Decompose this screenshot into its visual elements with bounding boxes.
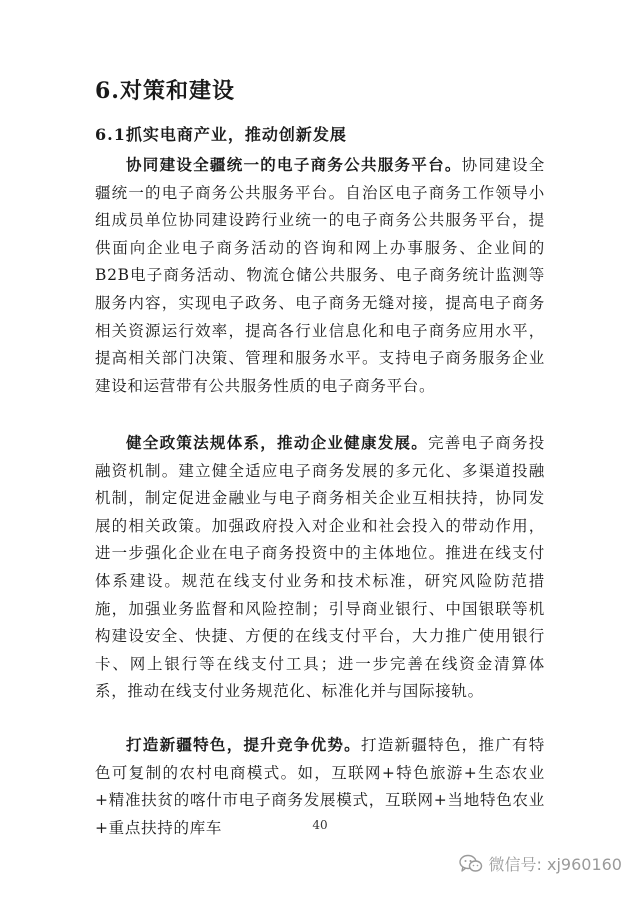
subsection-title: 6.1抓实电商产业，推动创新发展	[95, 125, 347, 144]
paragraph-body: 打造新疆特色，推广有特色可复制的农村电商模式。如，互联网+特色旅游+生态农业+精准扶贫的喀什市电子商务发展模式，互联网+当地特色农业+重点扶持的库车	[95, 736, 545, 837]
paragraph-lead: 打造新疆特色，提升竞争优势。	[126, 735, 361, 754]
paragraph-policy	[95, 429, 545, 706]
page-number: 40	[312, 818, 328, 832]
paragraph-lead: 健全政策法规体系，推动企业健康发展。	[126, 433, 429, 452]
wechat-watermark	[459, 852, 622, 875]
paragraph-platform	[95, 151, 545, 400]
paragraph-lead: 协同建设全疆统一的电子商务公共服务平台。	[126, 155, 462, 174]
paragraph-body: 完善电子商务投融资机制。建立健全适应电子商务发展的多元化、多渠道投融机制，制定促进金融业与电子商务相关企业互相扶持，协同发展的相关政策。加强政府投入对企业和社会投入的带动作用，进一步强化企业在电子商务投资中的主体地位。推进在线支付体系建设。规范在线支付业务和技术标准，研究风险防范措施，加强业务监督和风险控制；引导商业银行、中国银联等机构建设安全、快捷、方便的在线支付平台，大力推广使用银行卡、网上银行等在线支付工具；进一步完善在线资金清算体系，推动在线支付业务规范化、标准化并与国际接轨。	[95, 434, 545, 701]
watermark-text: 微信号: xj960160	[488, 855, 622, 874]
paragraph-body: 协同建设全疆统一的电子商务公共服务平台。自治区电子商务工作领导小组成员单位协同建设跨行业统一的电子商务公共服务平台，提供面向企业电子商务活动的咨询和网上办事服务、企业间的B2B电子商务活动、物流仓储公共服务、电子商务统计监测等服务内容，实现电子政务、电子商务无缝对接，提高电子商务相关资源运行效率，提高各行业信息化和电子商务应用水平，提高相关部门决策、管理和服务水平。支持电子商务服务企业建设和运营带有公共服务性质的电子商务平台。	[95, 156, 545, 395]
section-title: 6.对策和建设	[95, 78, 235, 104]
wechat-icon	[459, 854, 483, 874]
